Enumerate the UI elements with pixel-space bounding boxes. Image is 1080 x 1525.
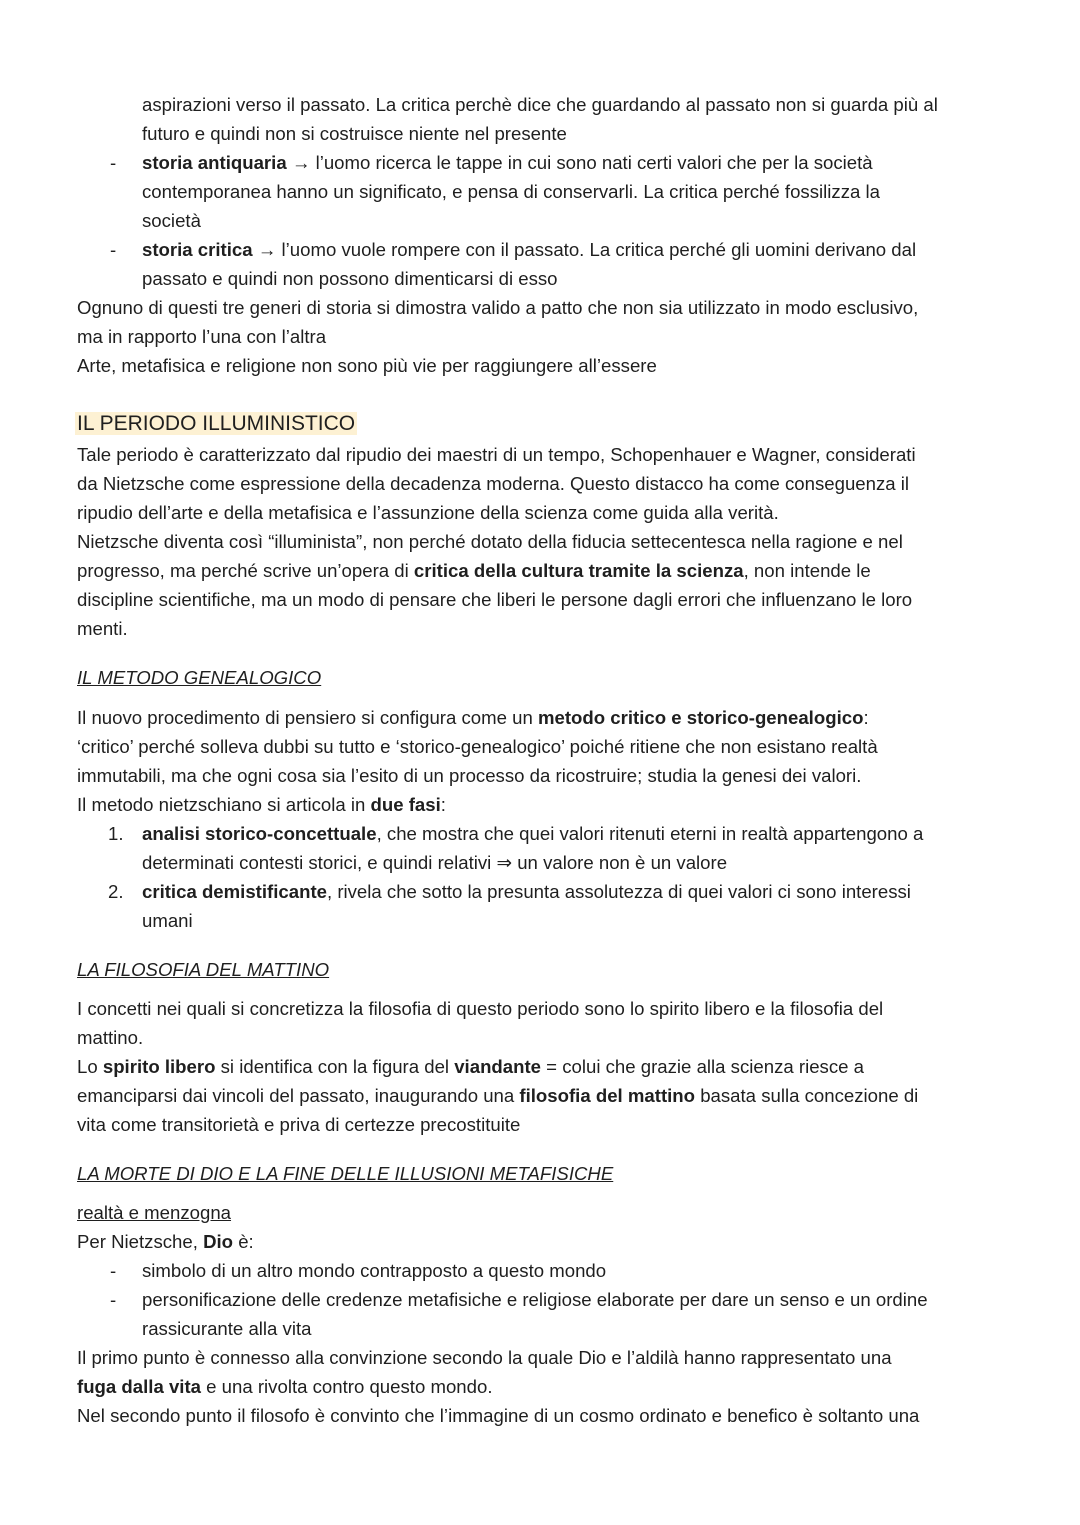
text-line: Nel secondo punto il filosofo è convinto che l’immagine di un cosmo ordinato e benefico è soltanto una (77, 1405, 920, 1426)
text-span: , rivela che sotto la presunta assolutezza di quei valori ci sono interessi (326, 881, 911, 902)
text-span: è: (233, 1231, 254, 1252)
bold-term: spirito libero (102, 1056, 216, 1077)
bullet-dash: - (110, 152, 117, 173)
text-line: determinati contesti storici, e quindi relativi ⇒ un valore non è un valore (142, 852, 728, 873)
subsection-heading-mattino: LA FILOSOFIA DEL MATTINO (77, 959, 330, 980)
text-span: , che mostra che quei valori ritenuti eterni in realtà appartengono a (376, 823, 924, 844)
text-span: Il nuovo procedimento di pensiero si configura come un (77, 707, 538, 728)
text-line: Ognuno di questi tre generi di storia si dimostra valido a patto che non sia utilizzato in modo esclusivo, (77, 297, 919, 318)
text-span: = colui che grazie alla scienza riesce a (541, 1056, 864, 1077)
bold-term: analisi storico-concettuale (142, 823, 377, 844)
text-line: rassicurante alla vita (142, 1318, 312, 1339)
text-span: si identifica con la figura del (215, 1056, 455, 1077)
text-line: ‘critico’ perché solleva dubbi su tutto e ‘storico-genealogico’ poiché ritiene che non esistano realtà (77, 736, 878, 757)
list-number: 1. (108, 823, 124, 844)
text-span: → l’uomo vuole rompere con il passato. La critica perché gli uomini derivano dal (252, 239, 917, 260)
bold-term: critica della cultura tramite la scienza (413, 560, 744, 581)
bullet-dash: - (110, 239, 117, 260)
text-line: da Nietzsche come espressione della decadenza moderna. Questo distacco ha come conseguenza il (77, 473, 910, 494)
text-line: menti. (77, 618, 128, 639)
subsection-heading-genealogico: IL METODO GENEALOGICO (77, 667, 322, 688)
text-line: contemporanea hanno un significato, e pensa di conservarli. La critica perché fossilizza la (142, 181, 880, 202)
text-span: , non intende le (743, 560, 871, 581)
text-span: e una rivolta contro questo mondo. (201, 1376, 493, 1397)
text-line (77, 790, 446, 819)
text-line (77, 556, 871, 585)
text-line: ma in rapporto l’una con l’altra (77, 326, 327, 347)
text-line: umani (142, 910, 193, 931)
text-line (77, 1372, 492, 1401)
bold-term: viandante (454, 1056, 542, 1077)
bold-term: metodo critico e storico-genealogico (537, 707, 864, 728)
text-line (77, 703, 869, 732)
sub-subheading: realtà e menzogna (77, 1202, 232, 1223)
text-line: discipline scientifiche, ma un modo di pensare che liberi le persone dagli errori che influenzano le loro (77, 589, 913, 610)
bullet-dash: - (110, 1260, 117, 1281)
text-line: Nietzsche diventa così “illuminista”, non perché dotato della fiducia settecentesca nella ragione e nel (77, 531, 903, 552)
bold-term: filosofia del mattino (519, 1085, 696, 1106)
text-line: passato e quindi non possono dimenticarsi di esso (142, 268, 558, 289)
list-item-critica-demistificante (142, 877, 911, 906)
term-storia-antiquaria: storia antiquaria (142, 152, 287, 173)
text-span: progresso, ma perché scrive un’opera di (77, 560, 414, 581)
text-line: vita come transitorietà e priva di certezze precostituite (77, 1114, 521, 1135)
term-storia-critica: storia critica (142, 239, 253, 260)
subsection-heading-morte-dio: LA MORTE DI DIO E LA FINE DELLE ILLUSIONI METAFISICHE (77, 1163, 614, 1184)
text-span: : (863, 707, 869, 728)
bullet-dash: - (110, 1289, 117, 1310)
text-line: Tale periodo è caratterizzato dal ripudio dei maestri di un tempo, Schopenhauer e Wagner, considerati (77, 444, 916, 465)
text-span: emanciparsi dai vincoli del passato, inaugurando una (77, 1085, 520, 1106)
bold-term: critica demistificante (142, 881, 327, 902)
text-line (77, 1227, 254, 1256)
text-line: Il primo punto è connesso alla convinzione secondo la quale Dio e l’aldilà hanno rappresentato una (77, 1347, 892, 1368)
text-span: Lo (77, 1056, 103, 1077)
section-heading-illuministico (75, 409, 357, 438)
heading-highlight: IL PERIODO ILLUMINISTICO (77, 412, 356, 435)
text-line: aspirazioni verso il passato. La critica perchè dice che guardando al passato non si guarda più al (142, 94, 938, 115)
text-span: : (440, 794, 446, 815)
list-number: 2. (108, 881, 124, 902)
text-line: futuro e quindi non si costruisce niente nel presente (142, 123, 567, 144)
list-item-storia-antiquaria (142, 148, 873, 177)
text-span: → l’uomo ricerca le tappe in cui sono nati certi valori che per la società (286, 152, 873, 173)
bold-term: due fasi (370, 794, 441, 815)
text-line: I concetti nei quali si concretizza la filosofia di questo periodo sono lo spirito libero e la filosofia del (77, 998, 884, 1019)
list-item-analisi (142, 819, 923, 848)
text-line: ripudio dell’arte e della metafisica e l’assunzione della scienza come guida alla verità. (77, 502, 779, 523)
text-span: basata sulla concezione di (695, 1085, 919, 1106)
bold-term: Dio (203, 1231, 234, 1252)
bold-term: fuga dalla vita (77, 1376, 201, 1397)
text-line: Arte, metafisica e religione non sono più vie per raggiungere all’essere (77, 355, 657, 376)
text-line: immutabili, ma che ogni cosa sia l’esito di un processo da ricostruire; studia la genesi dei valori. (77, 765, 862, 786)
text-line: società (142, 210, 201, 231)
text-line (77, 1052, 864, 1081)
text-span: Per Nietzsche, (77, 1231, 204, 1252)
list-item-storia-critica (142, 235, 916, 264)
text-line (77, 1081, 918, 1110)
text-line: mattino. (77, 1027, 144, 1048)
list-item: simbolo di un altro mondo contrapposto a questo mondo (142, 1260, 607, 1281)
list-item: personificazione delle credenze metafisiche e religiose elaborate per dare un senso e un ordine (142, 1289, 928, 1310)
text-span: Il metodo nietzschiano si articola in (77, 794, 371, 815)
